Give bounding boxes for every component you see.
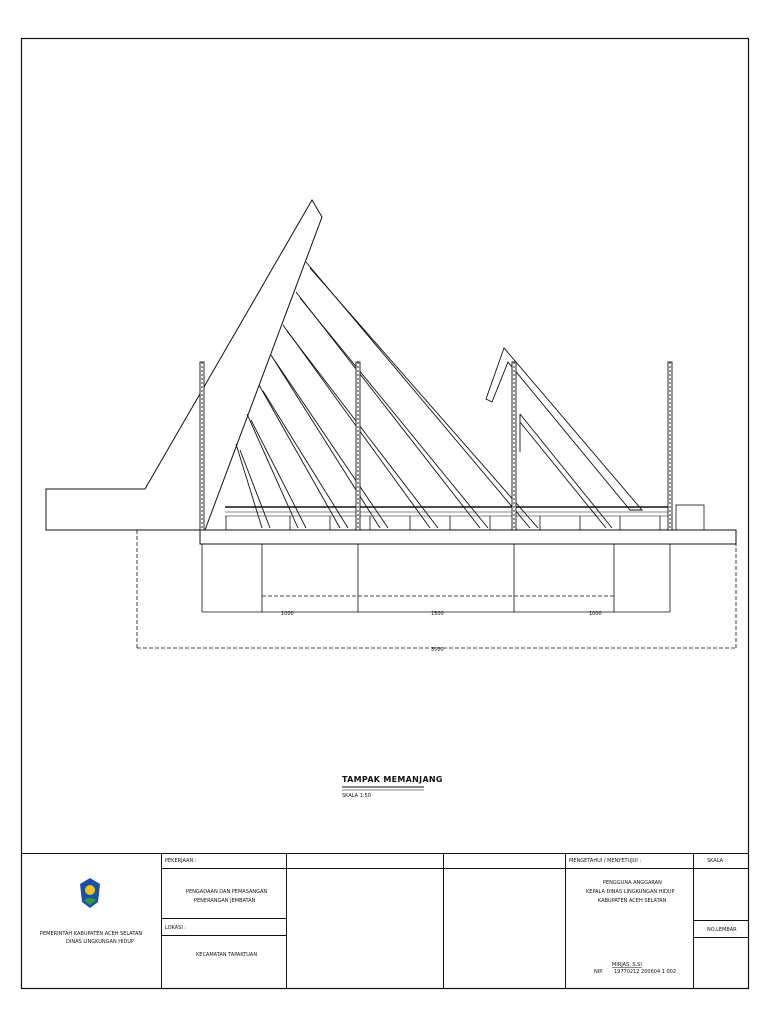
- approval-line3: KABUPATEN ACEH SELATAN: [598, 898, 667, 904]
- view-scale: SKALA 1:50: [342, 793, 371, 799]
- lokasi-value: KECAMATAN TAPAKTUAN: [196, 952, 258, 958]
- dim-span-mid: 1500: [431, 611, 444, 617]
- deck-hangers: [226, 516, 660, 530]
- dim-span-left: 1000: [281, 611, 294, 617]
- regency-logo: [80, 878, 100, 908]
- approval-line1: PENGGUNA ANGGARAN: [603, 880, 662, 886]
- secondary-frame: [486, 348, 642, 528]
- lamp-posts: [200, 362, 672, 530]
- approval-label: MENGETAHUI / MENYETUJUI :: [569, 858, 642, 864]
- nip-label: NIP.: [594, 969, 604, 975]
- pekerjaan-line2: PENERANGAN JEMBATAN: [194, 898, 256, 904]
- bridge-elevation: [46, 200, 736, 648]
- substructure: [137, 530, 736, 648]
- dimension-labels: [281, 611, 602, 653]
- deck-slab: [200, 530, 736, 544]
- signer-name: MIRJAS, S.SI: [612, 962, 642, 968]
- agency-line1: PEMERINTAH KABUPATEN ACEH SELATAN: [40, 931, 143, 937]
- skala-label: SKALA :: [707, 858, 727, 864]
- pekerjaan-line1: PENGADAAN DAN PEMASANGAN: [186, 889, 268, 895]
- pekerjaan-label: PEKERJAAN :: [165, 858, 197, 864]
- pylon-outer: [145, 200, 322, 530]
- dim-total: 3500: [431, 647, 444, 653]
- stay-cables: [236, 262, 538, 528]
- agency-line2: DINAS LINGKUNGAN HIDUP: [66, 939, 135, 945]
- left-abutment: [46, 489, 200, 530]
- sheet-border: [22, 39, 749, 989]
- nip-value: 19770212 200604 1 002: [614, 969, 677, 975]
- view-title: TAMPAK MEMANJANG: [342, 775, 443, 784]
- nolembar-label: NO.LEMBAR: [707, 927, 737, 933]
- lokasi-label: LOKASI :: [165, 925, 187, 931]
- approval-line2: KEPALA DINAS LINGKUNGAN HIDUP: [586, 889, 675, 895]
- dim-span-right: 1000: [589, 611, 602, 617]
